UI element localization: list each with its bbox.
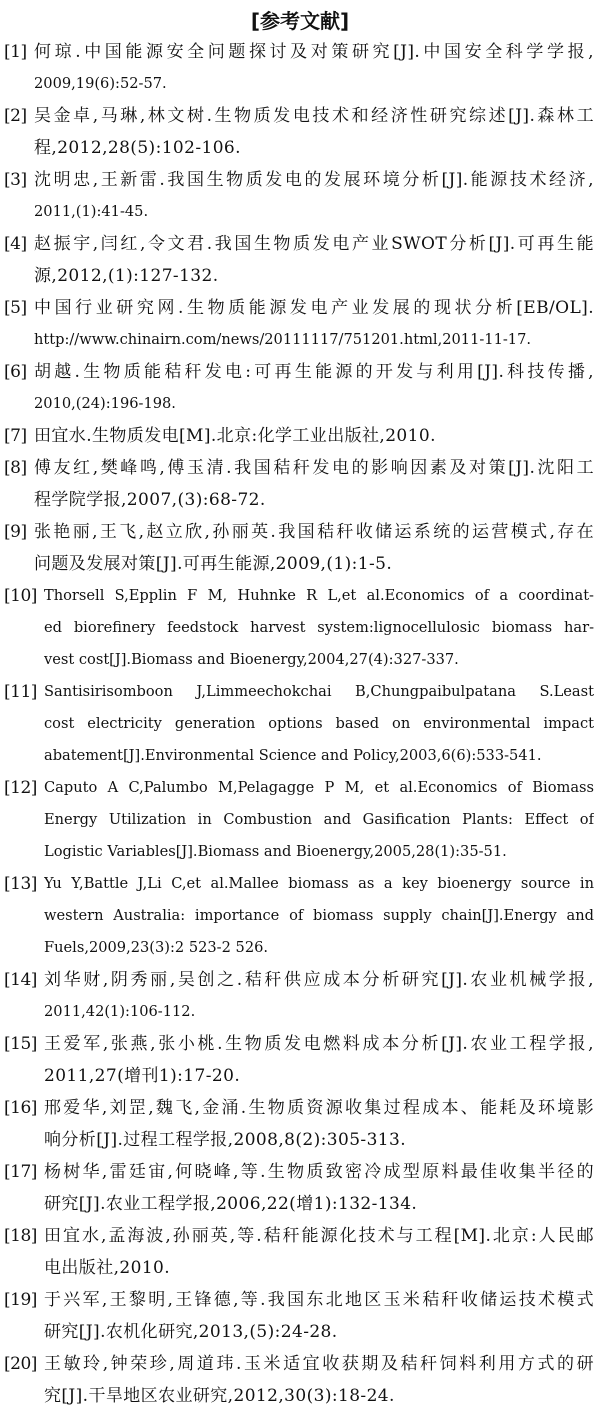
- reference-item: [0, 164, 600, 228]
- reference-number: [13]: [4, 874, 37, 894]
- reference-item: [0, 964, 600, 1028]
- reference-line: 傅友红,樊峰鸣,傅玉清.我国秸秆发电的影响因素及对策[J].沈阳工: [34, 458, 594, 478]
- reference-number: [11]: [4, 682, 37, 702]
- reference-line: 田宜水,孟海波,孙丽英,等.秸秆能源化技术与工程[M].北京:人民邮: [44, 1226, 594, 1246]
- reference-line: Energy Utilization in Combustion and Gasification Plants: Effect of: [44, 811, 594, 828]
- reference-line: vest cost[J].Biomass and Bioenergy,2004,27(4):327-337.: [44, 651, 459, 668]
- reference-line: 沈明忠,王新雷.我国生物质发电的发展环境分析[J].能源技术经济,: [34, 170, 594, 190]
- reference-line: 2010,(24):196-198.: [34, 395, 176, 412]
- reference-item: [0, 1156, 600, 1220]
- reference-line: Logistic Variables[J].Biomass and Bioenergy,2005,28(1):35-51.: [44, 843, 507, 860]
- reference-number: [20]: [4, 1354, 37, 1374]
- reference-number: [12]: [4, 778, 37, 798]
- reference-item: [0, 420, 600, 452]
- reference-line: 2009,19(6):52-57.: [34, 75, 167, 92]
- reference-line: 问题及发展对策[J].可再生能源,2009,(1):1-5.: [34, 554, 393, 574]
- reference-line: Yu Y,Battle J,Li C,et al.Mallee biomass as a key bioenergy source in: [44, 875, 594, 892]
- reference-line: 王爱军,张燕,张小桃.生物质发电燃料成本分析[J].农业工程学报,: [44, 1034, 594, 1054]
- reference-line: Caputo A C,Palumbo M,Pelagagge P M, et al.Economics of Biomass: [44, 779, 594, 796]
- reference-number: [7]: [4, 426, 27, 446]
- reference-line: 2011,(1):41-45.: [34, 203, 149, 220]
- reference-line: 研究[J].农业工程学报,2006,22(增1):132-134.: [44, 1194, 418, 1214]
- reference-line: 吴金卓,马琳,林文树.生物质发电技术和经济性研究综述[J].森林工: [34, 106, 594, 126]
- reference-line: Santisirisomboon J,Limmeechokchai B,Chungpaibulpatana S.Least: [44, 683, 594, 700]
- reference-line: 源,2012,(1):127-132.: [34, 266, 219, 286]
- reference-number: [18]: [4, 1226, 37, 1246]
- reference-item: [0, 292, 600, 356]
- reference-line: 刘华财,阴秀丽,吴创之.秸秆供应成本分析研究[J].农业机械学报,: [44, 970, 594, 990]
- reference-line: 于兴军,王黎明,王锋德,等.我国东北地区玉米秸秆收储运技术模式: [44, 1290, 594, 1310]
- reference-list: [0, 36, 600, 1412]
- reference-item: [0, 868, 600, 964]
- reference-item: [0, 772, 600, 868]
- reference-line: 田宜水.生物质发电[M].北京:化学工业出版社,2010.: [34, 426, 436, 446]
- reference-line: 程,2012,28(5):102-106.: [34, 138, 241, 158]
- reference-item: [0, 100, 600, 164]
- reference-number: [19]: [4, 1290, 37, 1310]
- reference-number: [2]: [4, 106, 27, 126]
- reference-line: 研究[J].农机化研究,2013,(5):24-28.: [44, 1322, 338, 1342]
- reference-number: [10]: [4, 586, 37, 606]
- reference-item: [0, 580, 600, 676]
- reference-line: 中国行业研究网.生物质能源发电产业发展的现状分析[EB/OL].: [34, 298, 594, 318]
- reference-item: [0, 228, 600, 292]
- reference-line: abatement[J].Environmental Science and Policy,2003,6(6):533-541.: [44, 747, 542, 764]
- reference-line: 王敏玲,钟荣珍,周道玮.玉米适宜收获期及秸秆饲料利用方式的研: [44, 1354, 594, 1374]
- reference-item: [0, 1284, 600, 1348]
- reference-number: [17]: [4, 1162, 37, 1182]
- reference-item: [0, 452, 600, 516]
- reference-line: ed biorefinery feedstock harvest system:lignocellulosic biomass har-: [44, 619, 594, 636]
- reference-line: 何琼.中国能源安全问题探讨及对策研究[J].中国安全科学学报,: [34, 42, 594, 62]
- reference-line: 胡越.生物质能秸秆发电:可再生能源的开发与利用[J].科技传播,: [34, 362, 594, 382]
- reference-line: 究[J].干旱地区农业研究,2012,30(3):18-24.: [44, 1386, 395, 1406]
- reference-number: [15]: [4, 1034, 37, 1054]
- reference-number: [6]: [4, 362, 27, 382]
- reference-item: [0, 1028, 600, 1092]
- reference-number: [8]: [4, 458, 27, 478]
- reference-line: 电出版社,2010.: [44, 1258, 171, 1278]
- reference-line: western Australia: importance of biomass supply chain[J].Energy and: [44, 907, 594, 924]
- reference-line: 杨树华,雷廷宙,何晓峰,等.生物质致密冷成型原料最佳收集半径的: [44, 1162, 594, 1182]
- reference-line: Fuels,2009,23(3):2 523-2 526.: [44, 939, 269, 956]
- reference-line: 响分析[J].过程工程学报,2008,8(2):305-313.: [44, 1130, 407, 1150]
- reference-line: 2011,42(1):106-112.: [44, 1003, 196, 1020]
- reference-item: [0, 1092, 600, 1156]
- reference-line: cost electricity generation options based on environmental impact: [44, 715, 594, 732]
- references-heading: [参考文献]: [250, 9, 350, 33]
- reference-item: [0, 356, 600, 420]
- reference-number: [4]: [4, 234, 27, 254]
- reference-line: 2011,27(增刊1):17-20.: [44, 1066, 241, 1086]
- reference-line: 赵振宇,闫红,令文君.我国生物质发电产业SWOT分析[J].可再生能: [34, 234, 594, 254]
- reference-line: 邢爱华,刘罡,魏飞,金涌.生物质资源收集过程成本、能耗及环境影: [44, 1098, 594, 1118]
- reference-item: [0, 1220, 600, 1284]
- reference-item: [0, 516, 600, 580]
- reference-number: [3]: [4, 170, 27, 190]
- reference-number: [9]: [4, 522, 27, 542]
- reference-line: 程学院学报,2007,(3):68-72.: [34, 490, 266, 510]
- reference-number: [1]: [4, 42, 27, 62]
- reference-line: Thorsell S,Epplin F M, Huhnke R L,et al.Economics of a coordinat-: [44, 587, 594, 604]
- reference-item: [0, 36, 600, 100]
- reference-line: 张艳丽,王飞,赵立欣,孙丽英.我国秸秆收储运系统的运营模式,存在: [34, 522, 594, 542]
- reference-number: [14]: [4, 970, 37, 990]
- reference-number: [5]: [4, 298, 27, 318]
- reference-number: [16]: [4, 1098, 37, 1118]
- reference-item: [0, 1348, 600, 1412]
- reference-item: [0, 676, 600, 772]
- reference-line: http://www.chinairn.com/news/20111117/751201.html,2011-11-17.: [34, 331, 532, 348]
